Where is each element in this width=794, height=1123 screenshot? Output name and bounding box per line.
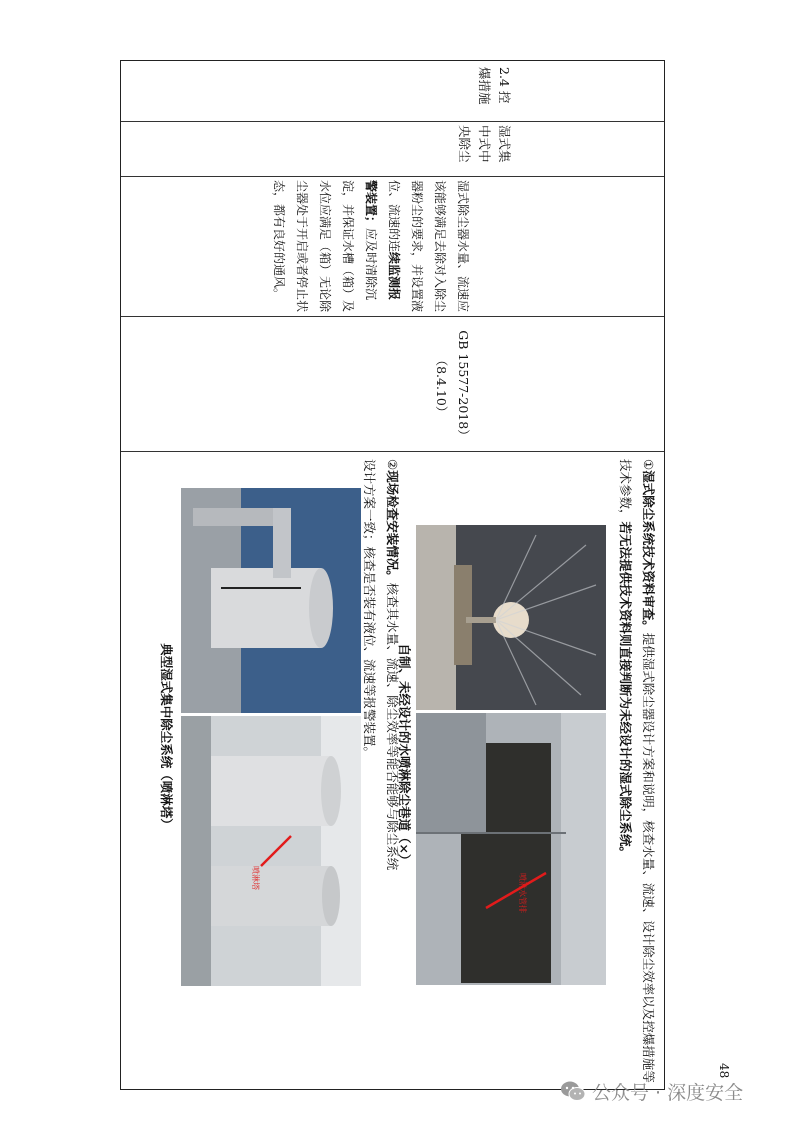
item-label: 2.4 控爆措施 <box>477 67 512 105</box>
item-cell <box>121 61 664 121</box>
photo1-label: 喷淋水管排 <box>518 873 527 913</box>
standard-clause: （8.4.10） <box>434 353 449 419</box>
rotated-page <box>120 60 731 1090</box>
onsite-paragraph: ②现场检查安装情况。核查其水量、流速、除尘效率等能否能够与除尘系统设计方案一致；核查是否装有液位、流速等报警装置。 <box>362 459 400 871</box>
nozzle-photo <box>416 525 606 710</box>
sub-item-cell <box>121 121 664 176</box>
method-cell <box>121 451 664 1091</box>
photo2-label: 喷淋塔 <box>251 866 260 890</box>
duct-photo <box>416 713 606 985</box>
requirement-text: 湿式除尘器水量、流速应该能够满足去除对入除尘器粉尘的要求，并设置液位、流速的连续监测报警装置；应及时清除沉淀，并保证水槽（箱）及水位应满足（箱）无论除尘器处于开启或者停止状态，都有良好的通风。 <box>272 180 470 313</box>
spray-tower-photo-1 <box>181 488 361 713</box>
watermark-text: 公众号 · 深度安全 <box>592 1081 744 1104</box>
caption-2: 典型湿式集中除尘系统（喷淋塔） <box>159 643 174 831</box>
wechat-watermark <box>560 1077 743 1105</box>
standard-cell <box>121 316 664 451</box>
inspection-table <box>120 60 665 1090</box>
standard-code: GB 15577-2018） <box>456 330 471 442</box>
caption-1: 自制、未经设计的水喷淋除尘巷道（×） <box>397 643 412 867</box>
sub-item-label: 湿式集中式中央除尘 <box>457 125 512 163</box>
review-paragraph: ①湿式除尘系统技术资料审查。提供湿式除尘器设计方案和说明，核查水量、流速、设计除尘效率以及控爆措施等技术参数，若无法提供技术资料则直接判断为未经设计的湿式除尘系统。 <box>618 459 656 1083</box>
page-number: 48 <box>717 1063 731 1079</box>
spray-tower-photo-2 <box>181 716 361 986</box>
standard-reference <box>430 326 474 446</box>
requirement-cell <box>121 176 664 316</box>
wechat-icon <box>560 1080 586 1102</box>
